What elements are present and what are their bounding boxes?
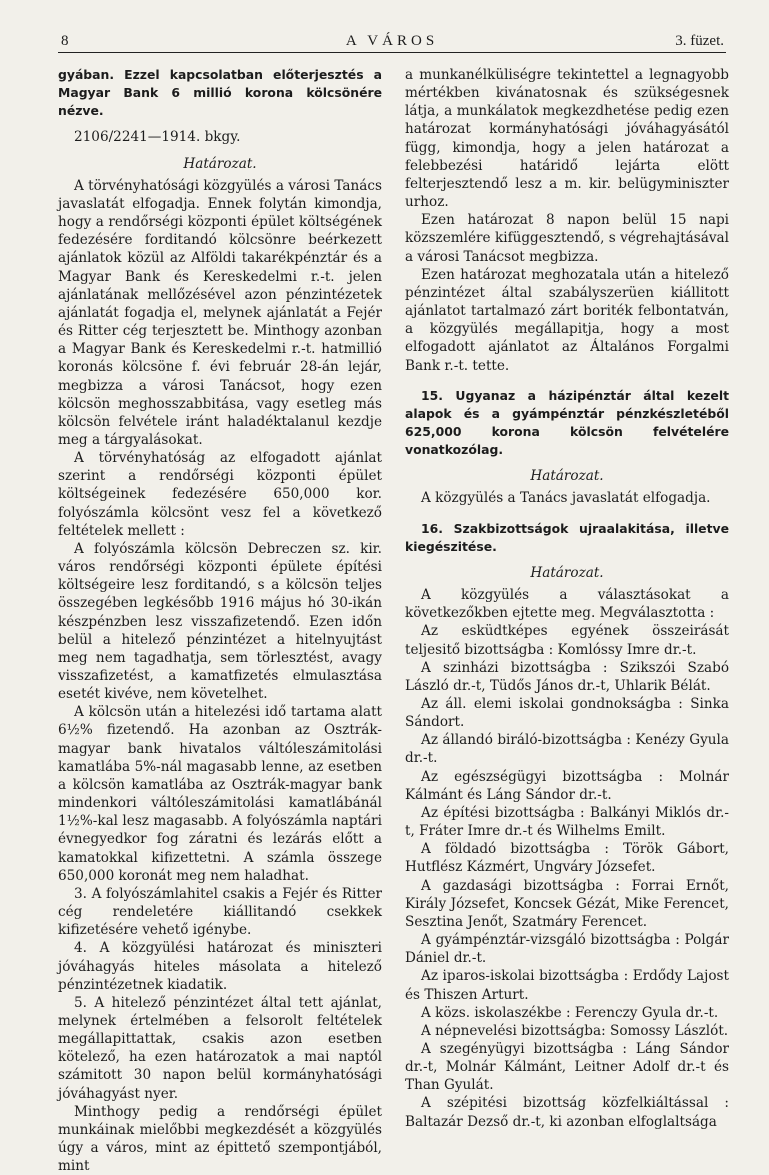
- paragraph: A törvényhatóság az elfogadott ajánlat szerint a rendőrségi központi épület költségeinek fedezésére 650,000 kor. folyószámla kölcsönt vesz fel a következő feltételek mellett :: [58, 450, 382, 539]
- paragraph: 4. A közgyülési határozat és miniszteri jóváhagyás hiteles másolata a hitelező pénzintézetnek kiadatik.: [58, 940, 382, 993]
- committee-entry: A szépitési bizottság közfelkiáltással : Baltazár Dezső dr.-t, ki azonban elfoglaltsága: [405, 1095, 729, 1130]
- committee-entry: A gyámpénztár-vizsgáló bizottságba : Polgár Dániel dr.-t.: [405, 932, 729, 967]
- reference-number: 2106/2241—1914. bkgy.: [74, 129, 241, 146]
- committee-entry: A szegényügyi bizottságba : Láng Sándor dr.-t, Molnár Kálmánt, Leitner Adolf dr.-t és Than Gyulát.: [405, 1040, 729, 1094]
- committee-entry: Az állandó biráló-bizottságba : Kenézy Gyula dr.-t.: [405, 732, 729, 767]
- right-column: [405, 66, 729, 1131]
- resolution-label: Határozat.: [530, 468, 604, 485]
- committee-entry: A népnevelési bizottságba: Somossy Lászlót.: [421, 1022, 729, 1039]
- issue-label: 3. füzet.: [675, 33, 724, 49]
- paragraph: a munkanélküliségre tekintettel a legnagyobb mértékben kivánatosnak és szükségesnek látja, a munkálatok megkezdhetése pedig ezen határozat kormányhatósági jóváhagyásától függ, kimondja, hogy a jelen határozat a felebbezési határidő lejárta elött felterjesztendő lesz a m. kir. belügyminiszter urhoz.: [405, 67, 729, 211]
- section-heading: gyában. Ezzel kapcsolatban előterjesztés a Magyar Bank 6 millió korona kölcsönére nézve.: [58, 67, 382, 119]
- paragraph: A közgyülés a választásokat a következőkben ejtette meg. Megválasztotta :: [405, 587, 729, 622]
- resolution-label: Határozat.: [183, 155, 257, 172]
- committee-entry: A közs. iskolaszékbe : Ferenczy Gyula dr.-t.: [421, 1004, 719, 1021]
- page-number: 8: [61, 33, 69, 49]
- committee-entry: Az építési bizottságba : Balkányi Miklós dr.-t, Fráter Imre dr.-t és Wilhelms Emilt.: [405, 804, 729, 840]
- committee-entry: Az iparos-iskolai bizottságba : Erdődy Lajost és Thiszen Arturt.: [405, 968, 729, 1003]
- journal-title: A VÁROS: [345, 33, 439, 49]
- paragraph: A törvényhatósági közgyülés a városi Tanács javaslatát elfogadja. Ennek folytán kimondja, hogy a rendőrségi központi épület költségének fedezésére forditandó kölcsönre beérkezett ajánlatok közül az Alföldi takarékpénztár és a Magyar Bank és Kereskedelmi r.-t. jelen ajánlatának mellőzésével azon pénzintézetek ajánlatát fogadja el, melynek ajánlatát a Fejér és Ritter cég terjesztett be. Minthogy azonban a Magyar Bank és Kereskedelmi r.-t. hatmillió koronás kölcsöne f. évi február 28-án lejár, megbizza a városi Tanácsot, hogy ezen kölcsön meghosszabbitása, vagy esetleg más kölcsön felvétele iránt haladéktalanul kezdje meg a tárgyalásokat.: [58, 177, 382, 448]
- agenda-item-16: 16. Szakbizottságok ujraalakitása, illetve kiegészitése.: [405, 520, 729, 554]
- page-header: [58, 32, 726, 53]
- resolution-label: Határozat.: [530, 564, 604, 581]
- left-column: [58, 66, 382, 1175]
- paragraph: Ezen határozat meghozatala után a hitelező pénzintézet által szabályszerüen kiállitott ajánlatot tartalmazó zárt boriték felbontatván, a közgyülés megállapitja, hogy a most elfogadott ajánlatot az Általános Forgalmi Bank r.-t. tette.: [405, 266, 729, 374]
- paragraph: 5. A hitelező pénzintézet által tett ajánlat, melynek értelmében a felsorolt feltételek megállapittattak, csakis azon esetben kötelező, ha ezen határozatok a mai naptól számitott 30 napon belül kormányhatósági jóváhagyást nyer.: [58, 994, 382, 1102]
- committee-entry: Az esküdtképes egyének összeirását teljesitő bizottságba : Komlóssy Imre dr.-t.: [405, 623, 729, 658]
- committee-entry: Az áll. elemi iskolai gondnokságba : Sinka Sándort.: [405, 696, 729, 731]
- paragraph: Ezen határozat 8 napon belül 15 napi közszemlére kifüggesztendő, s végrehajtásával a városi Tanácsot megbizza.: [405, 212, 729, 265]
- committee-entry: A szinházi bizottságba : Szikszói Szabó László dr.-t, Tüdős János dr.-t, Uhlarik Bélát.: [405, 659, 729, 694]
- paragraph: A közgyülés a Tanács javaslatát elfogadja.: [421, 490, 711, 507]
- committee-entry: A gazdasági bizottságba : Forrai Ernőt, Király Józsefet, Koncsek Gézát, Mike Ferencet, Sesztina Jenőt, Szatmáry Ferencet.: [405, 877, 729, 930]
- paragraph: 3. A folyószámlahitel csakis a Fejér és Ritter cég rendeletére kiállitandó csekkek kifizetésére vehető igénybe.: [58, 885, 382, 939]
- committee-entry: A földadó bizottságba : Török Gábort, Hutflész Kázmért, Ungváry Józsefet.: [405, 841, 729, 876]
- paragraph: A kölcsön után a hitelezési idő tartama alatt 6½% fizetendő. Ha azonban az Osztrák-magyar bank hivatalos váltóleszámitolási kamatlába 5%-nál magasabb lenne, az esetben a kölcsön kamatlába az Osztrák-magyar bank mindenkori váltóleszámitolási kamatlábánál 1½%-kal lesz magasabb. A folyószámla naptári évnegyedkor fog záratni és lezárás előtt a kamatokkal kifizettetni. A számla összege 650,000 koronát meg nem haladhat.: [58, 704, 382, 884]
- committee-entry: Az egészségügyi bizottságba : Molnár Kálmánt és Láng Sándor dr.-t.: [405, 768, 729, 803]
- paragraph: A folyószámla kölcsön Debreczen sz. kir. város rendőrségi központi épülete építési költségeire lesz forditandó, s a kölcsön teljes összegében legkésőbb 1916 május hó 30-ikán készpénzben lesz visszafizetendő. Ezen időn belül a hitelező pénzintézet a hitelnyujtást meg nem tagadhatja, sem törlesztést, avagy visszafizetést, a kamatfizetés elmulasztása esetét kivéve, nem követelhet.: [58, 540, 382, 703]
- paragraph: Minthogy pedig a rendőrségi épület munkáinak mielőbbi megkezdését a közgyülés úgy a város, mint az épittető szempontjából, mint: [58, 1103, 382, 1175]
- agenda-item-15: 15. Ugyanaz a házipénztár által kezelt alapok és a gyámpénztár pénzkészletéből 625,000 korona kölcsön felvételére vonatkozólag.: [405, 387, 729, 458]
